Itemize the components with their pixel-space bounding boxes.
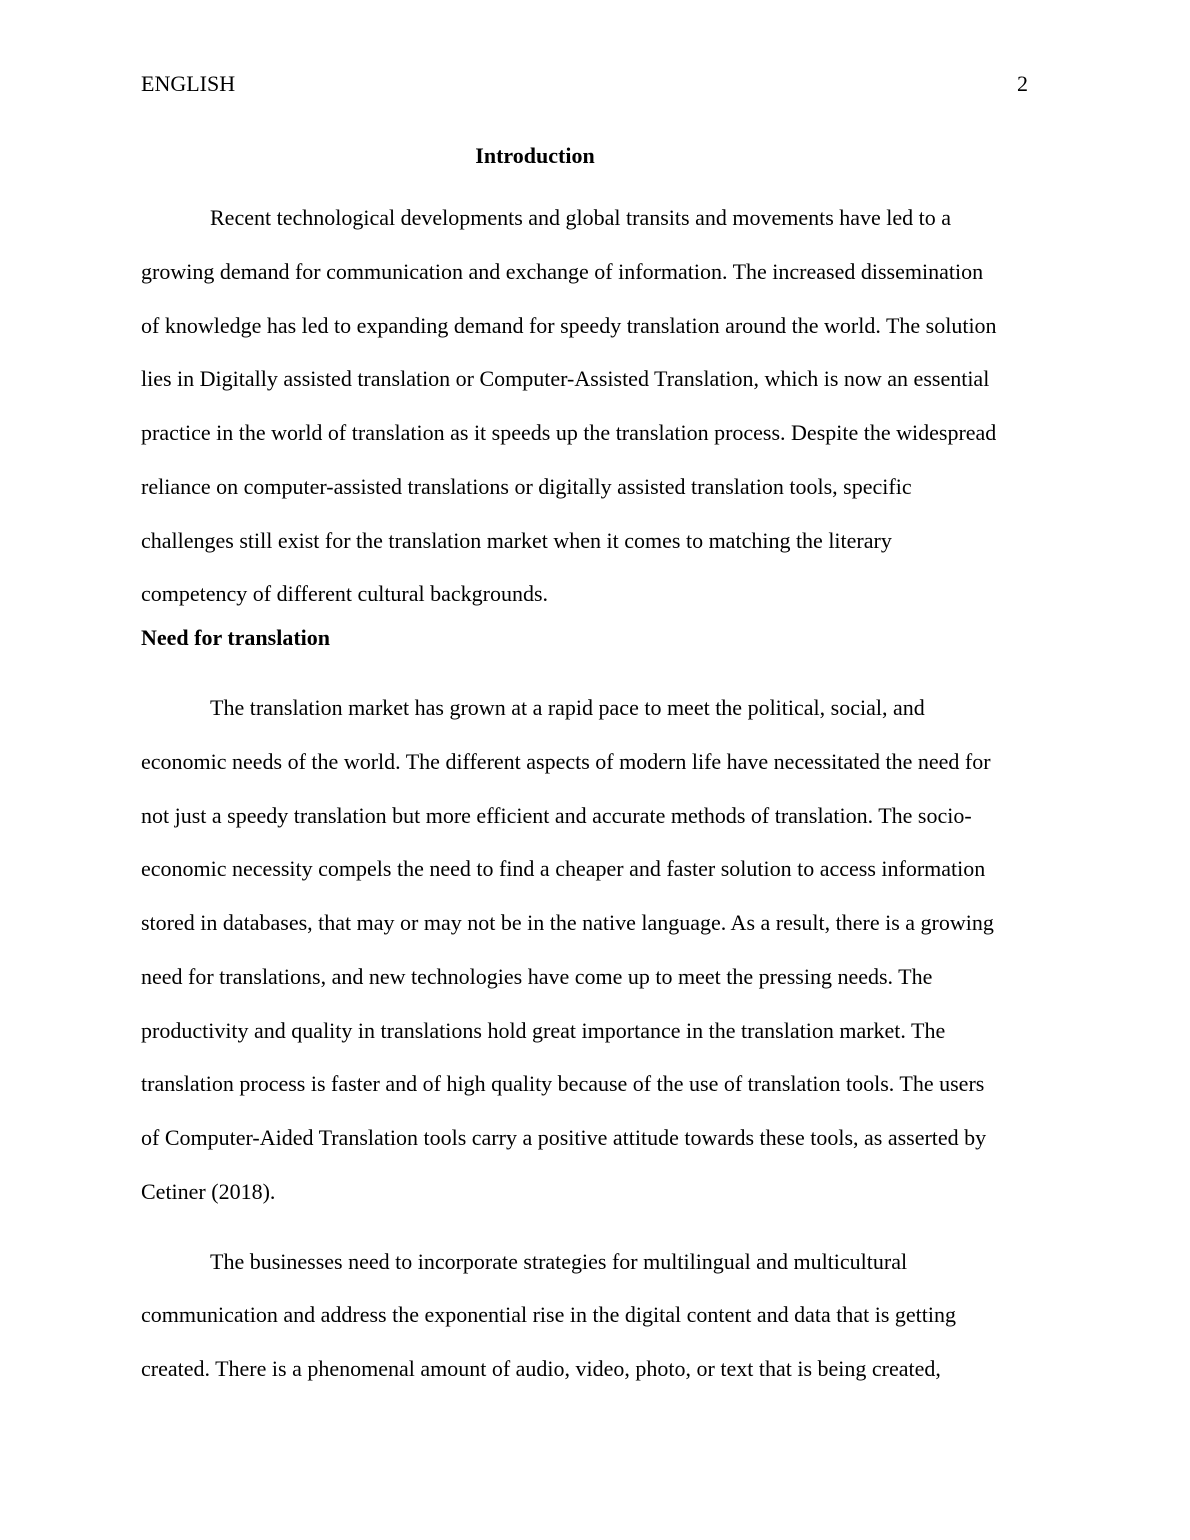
section-title-introduction: Introduction [475,143,595,168]
page-number: 2 [1017,71,1028,96]
paragraph-introduction: Recent technological developments and global transits and movements have led to a growing demand for communication and exchange of information. The increased dissemination of knowledge has led to expanding demand for speedy translation around the world. The solution lies in Digitally assisted translation or Computer-Assisted Translation, which is now an essential practice in the world of translation as it speeds up the translation process. Despite the widespread reliance on computer-assisted translations or digitally assisted translation tools, specific challenges still exist for the translation market when it comes to matching the literary competency of different cultural backgrounds. [141,205,997,607]
section-heading-need-for-translation: Need for translation [141,625,331,650]
paragraph-businesses: The businesses need to incorporate strategies for multilingual and multicultural communication and address the exponential rise in the digital content and data that is getting created. There is a phenomenal amount of audio, video, photo, or text that is being created, [141,1248,956,1381]
running-head: ENGLISH [141,71,236,96]
document-body [141,139,1053,1396]
paragraph-translation-market: The translation market has grown at a rapid pace to meet the political, social, and economic needs of the world. The different aspects of modern life have necessitated the need for not just a speedy translation but more efficient and accurate methods of translation. The socio- economic necessity compels the need to find a cheaper and faster solution to access information stored in databases, that may or may not be in the native language. As a result, there is a growing need for translations, and new technologies have come up to meet the pressing needs. The productivity and quality in translations hold great importance in the translation market. The translation process is faster and of high quality because of the use of translation tools. The users of Computer-Aided Translation tools carry a positive attitude towards these tools, as asserted by Cetiner (2018). [141,695,994,1204]
